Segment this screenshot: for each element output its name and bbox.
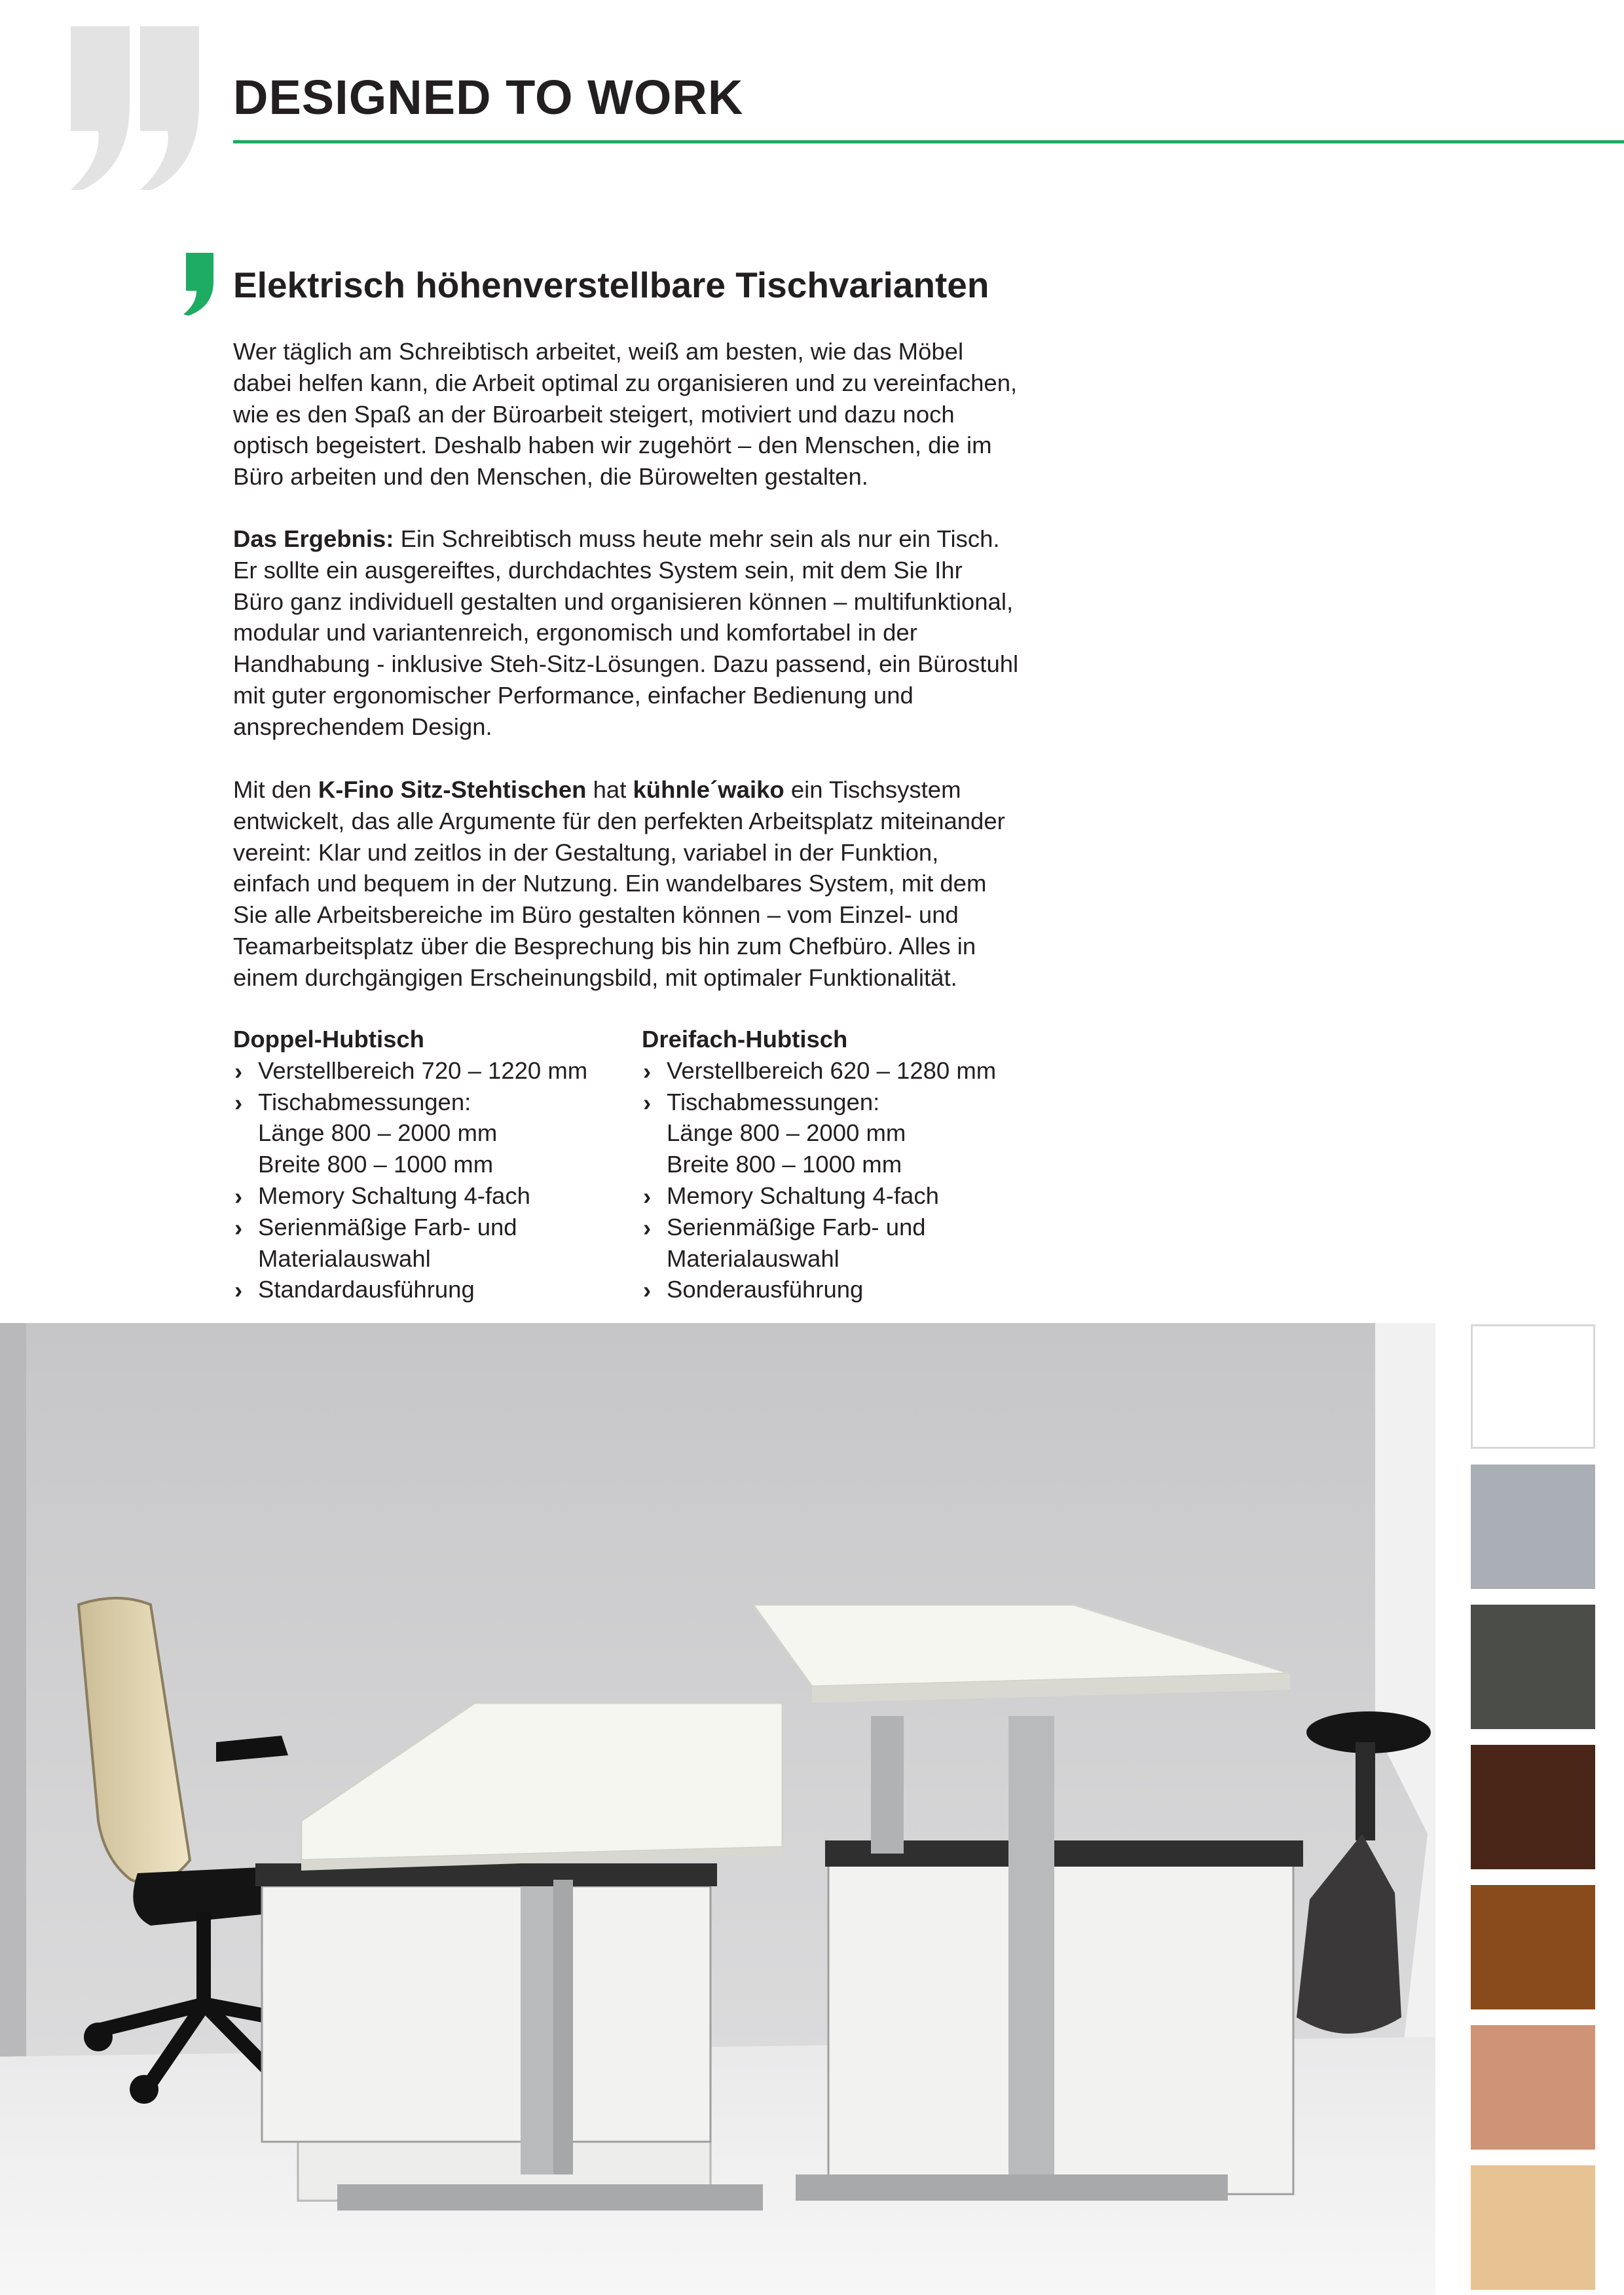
chevron-right-icon: › xyxy=(643,1182,652,1210)
spec-item: › Sonderausführung xyxy=(642,1274,1035,1305)
material-swatch-maple xyxy=(1471,2165,1595,2290)
office-desk-rendering xyxy=(0,1323,1435,2295)
spec-heading: Dreifach-Hubtisch xyxy=(642,1026,848,1053)
header-divider xyxy=(233,140,1624,143)
product-mid: hat xyxy=(586,776,633,803)
chevron-right-icon: › xyxy=(643,1277,652,1304)
chevron-right-icon: › xyxy=(234,1089,243,1116)
spec-item: › Serienmäßige Farb- und Materialauswahl xyxy=(234,1213,517,1272)
spec-item: › Serienmäßige Farb- und Materialauswahl xyxy=(643,1213,926,1272)
spec-item: › Verstellbereich 620 – 1280 mm xyxy=(642,1055,1035,1087)
brand-name: kühnle´waiko xyxy=(633,776,784,803)
chevron-right-icon: › xyxy=(234,1277,243,1304)
spec-list xyxy=(233,1055,626,1305)
chevron-right-icon: › xyxy=(234,1057,243,1085)
chevron-right-icon: › xyxy=(234,1214,243,1241)
spec-item: › Memory Schaltung 4-fach xyxy=(233,1180,626,1212)
spec-column-dreifach xyxy=(642,1024,1035,1305)
material-swatch-white xyxy=(1471,1324,1595,1449)
result-text: Ein Schreibtisch muss heute mehr sein als nur ein Tisch. Er sollte ein ausgereiftes, durchdachtes System sein, mit dem Sie Ihr Büro ganz individuell gestalten und organisieren können – multifunktional, modular und variantenreich, ergonomisch und komfortabel in der Handhabung - inklusive Steh-Sitz-Lösungen. Dazu passend, ein Bürostuhl mit guter ergonomischer Performance, einfacher Bedienung und ansprechendem Design. xyxy=(233,525,1019,740)
intro-paragraph: Wer täglich am Schreibtisch arbeitet, weiß am besten, wie das Möbel dabei helfen kann, die Arbeit optimal zu organisieren und zu vereinfachen, wie es den Spaß an der Büroarbeit steigert, motiviert und dazu noch optisch begeistert. Deshalb haben wir zugehört – den Menschen, die im Büro arbeiten und den Menschen, die Bürowelten gestalten. xyxy=(233,338,1018,491)
chevron-right-icon: › xyxy=(234,1182,243,1210)
result-lead: Das Ergebnis: xyxy=(233,525,394,552)
material-swatch-pear xyxy=(1471,2025,1595,2150)
quote-mark-icon xyxy=(181,253,215,316)
spec-item: › Tischabmessungen: Länge 800 – 2000 mm Breite 800 – 1000 mm xyxy=(643,1088,906,1178)
chevron-right-icon: › xyxy=(643,1057,652,1085)
spec-item: › Tischabmessungen: Länge 800 – 2000 mm Breite 800 – 1000 mm xyxy=(234,1088,498,1178)
material-swatch-dark-granite xyxy=(1471,1605,1595,1729)
product-intro: Mit den xyxy=(233,776,318,803)
chevron-right-icon: › xyxy=(643,1214,652,1241)
product-text: ein Tischsystem entwickelt, das alle Argumente für den perfekten Arbeitsplatz miteinander vereint: Klar und zeitlos in der Gestaltung, variabel in der Funktion, einfach und bequem in der Nutzung. Ein wandelbares System, mit dem Sie alle Arbeitsbereiche im Büro gestalten können – vom Einzel- und Teamarbeitsplatz über die Besprechung bis hin zum Chefbüro. Alles in einem durchgängigen Erscheinungsbild, mit optimaler Funktionalität. xyxy=(233,776,1005,991)
result-paragraph xyxy=(233,523,1019,743)
header-quote-icon xyxy=(68,26,206,190)
material-swatch-light-grey xyxy=(1471,1465,1595,1589)
page-title: DESIGNED TO WORK xyxy=(233,70,744,124)
spec-heading: Doppel-Hubtisch xyxy=(233,1026,424,1053)
spec-item: › Standardausführung xyxy=(233,1274,626,1305)
spec-item: › Verstellbereich 720 – 1220 mm xyxy=(233,1055,626,1087)
chevron-right-icon: › xyxy=(643,1089,652,1116)
material-swatch-dark-walnut xyxy=(1471,1745,1595,1869)
material-swatch-cherry xyxy=(1471,1885,1595,2009)
spec-column-doppel xyxy=(233,1024,626,1305)
section-heading: Elektrisch höhenverstellbare Tischvarianten xyxy=(233,265,989,305)
spec-item: › Memory Schaltung 4-fach xyxy=(642,1180,1035,1212)
product-paragraph xyxy=(233,774,1019,994)
spec-list xyxy=(642,1055,1035,1305)
product-name: K-Fino Sitz-Stehtischen xyxy=(318,776,587,803)
